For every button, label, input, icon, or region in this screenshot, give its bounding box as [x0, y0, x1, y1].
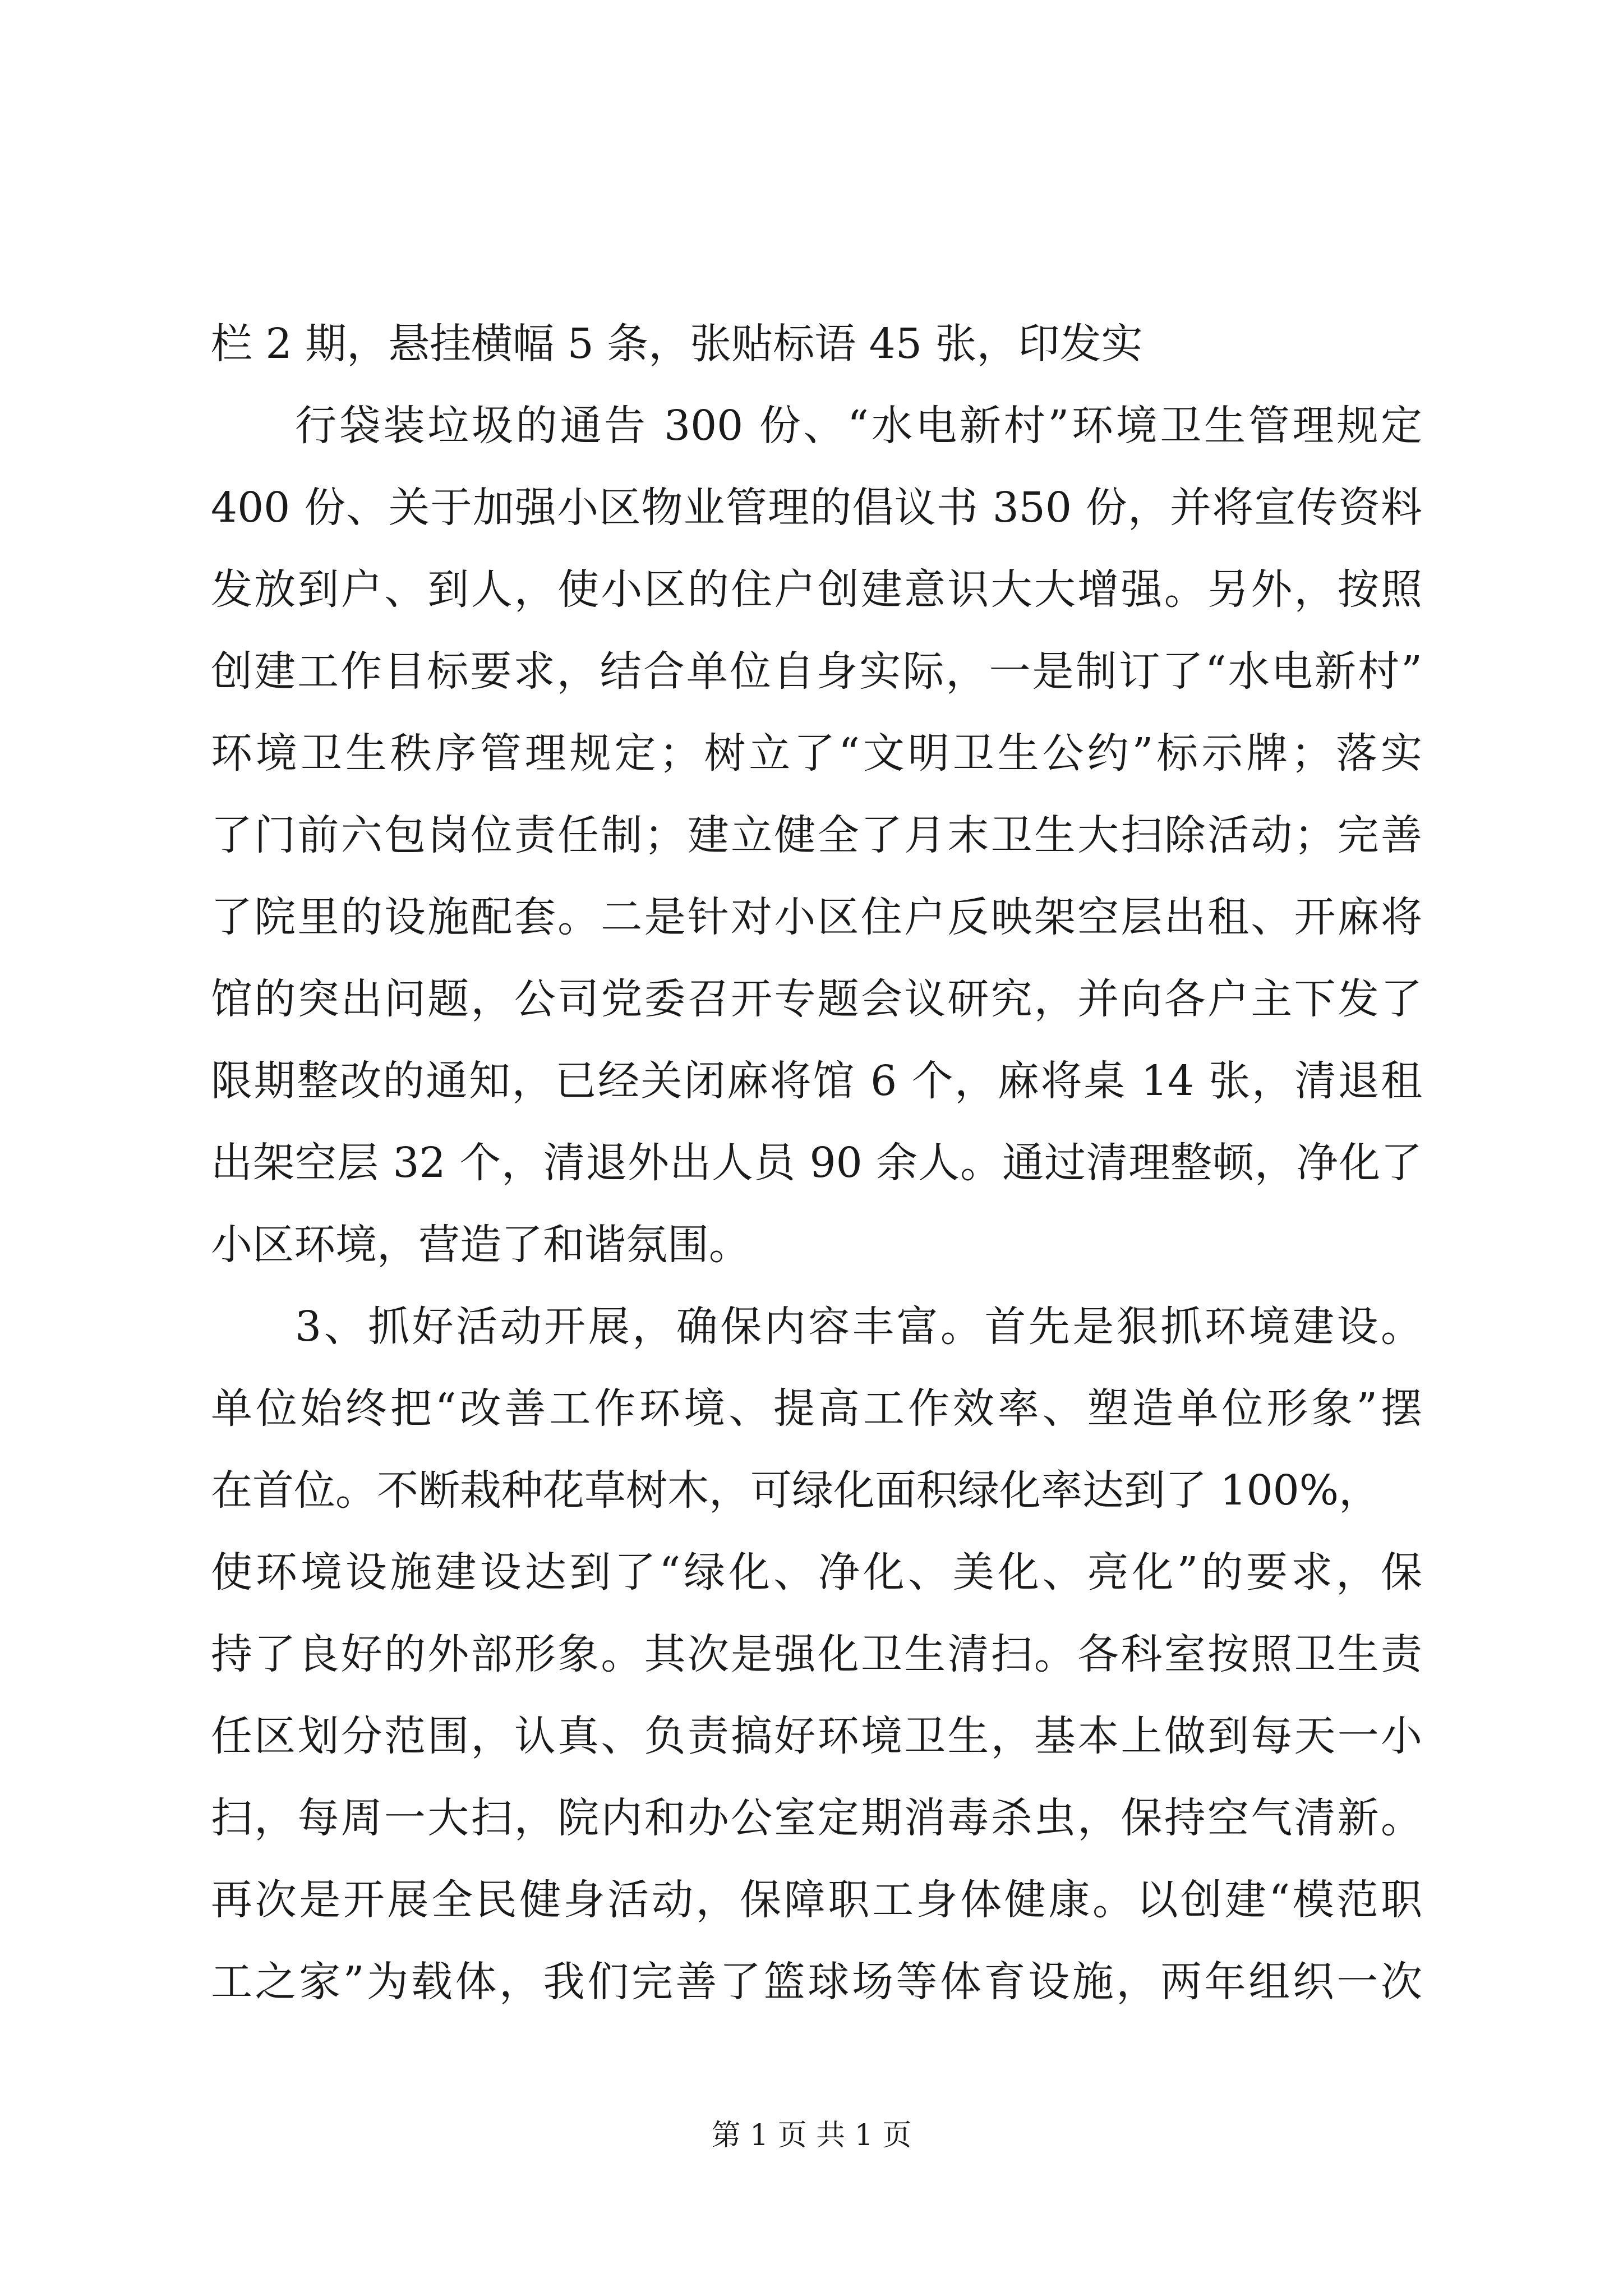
text-line: 创建工作目标要求，结合单位自身实际，一是制订了“水电新村” — [211, 647, 1422, 696]
text-line: 环境卫生秩序管理规定；树立了“文明卫生公约”标示牌；落实 — [211, 729, 1422, 777]
text-line: 持了良好的外部形象。其次是强化卫生清扫。各科室按照卫生责 — [211, 1630, 1422, 1678]
text-line: 在首位。不断栽种花草树木，可绿化面积绿化率达到了 100%， — [211, 1466, 1381, 1515]
text-line: 出架空层 32 个，清退外出人员 90 余人。通过清理整顿，净化了 — [211, 1139, 1422, 1187]
text-line: 行袋装垃圾的通告 300 份、“水电新村”环境卫生管理规定 — [295, 402, 1422, 450]
text-line: 发放到户、到人，使小区的住户创建意识大大增强。另外，按照 — [211, 565, 1422, 614]
text-line: 小区环境，营造了和谐氛围。 — [211, 1221, 750, 1269]
text-line: 栏 2 期，悬挂横幅 5 条，张贴标语 45 张，印发实 — [211, 320, 1143, 368]
text-line: 了院里的设施配套。二是针对小区住户反映架空层出租、开麻将 — [211, 893, 1422, 941]
text-line: 任区划分范围，认真、负责搞好环境卫生，基本上做到每天一小 — [211, 1712, 1422, 1760]
text-line: 400 份、关于加强小区物业管理的倡议书 350 份，并将宣传资料 — [211, 484, 1422, 532]
text-line: 了门前六包岗位责任制；建立健全了月末卫生大扫除活动；完善 — [211, 811, 1422, 859]
text-line: 限期整改的通知，已经关闭麻将馆 6 个，麻将桌 14 张，清退租 — [211, 1057, 1422, 1105]
document-body — [211, 303, 1422, 2023]
text-line: 使环境设施建设达到了“绿化、净化、美化、亮化”的要求，保 — [211, 1548, 1422, 1596]
text-line: 单位始终把“改善工作环境、提高工作效率、塑造单位形象”摆 — [211, 1384, 1422, 1433]
text-line: 馆的突出问题，公司党委召开专题会议研究，并向各户主下发了 — [211, 975, 1422, 1023]
page-number-footer: 第 1 页 共 1 页 — [711, 2119, 912, 2152]
text-line: 3、抓好活动开展，确保内容丰富。首先是狠抓环境建设。 — [295, 1303, 1422, 1351]
text-line: 扫，每周一大扫，院内和办公室定期消毒杀虫，保持空气清新。 — [211, 1794, 1422, 1842]
text-line: 工之家”为载体，我们完善了篮球场等体育设施，两年组织一次 — [211, 1958, 1422, 2006]
text-line: 再次是开展全民健身活动，保障职工身体健康。以创建“模范职 — [211, 1876, 1422, 1924]
